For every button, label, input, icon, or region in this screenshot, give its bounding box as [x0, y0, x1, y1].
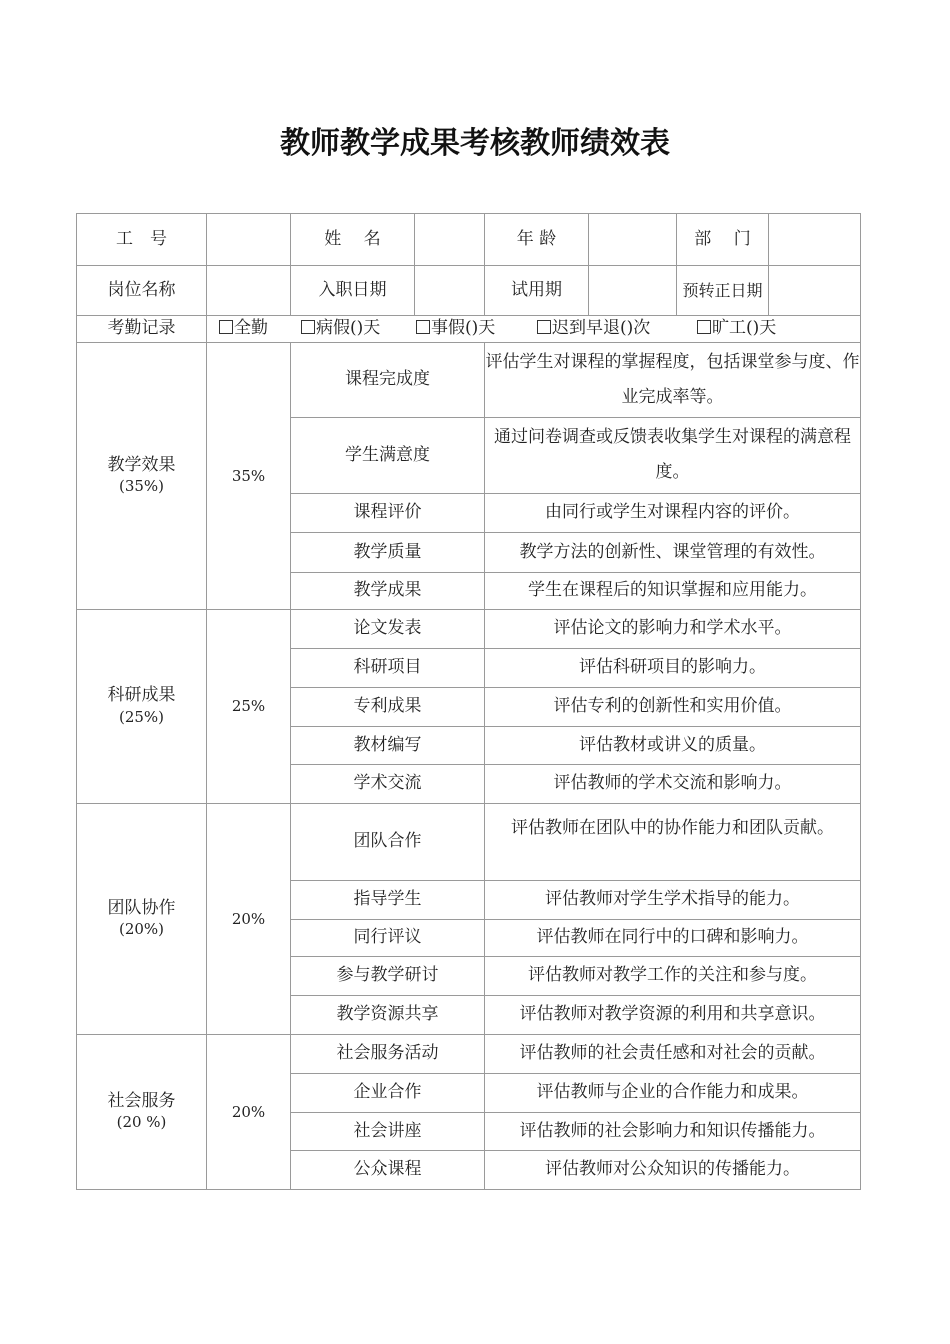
item-name: 公众课程 [291, 1151, 485, 1190]
attendance-option-personal-leave[interactable]: 事假()天 [416, 318, 495, 339]
item-name: 论文发表 [291, 610, 485, 649]
item-description: 评估教师对教学资源的利用和共享意识。 [485, 996, 861, 1035]
employee-id-label: 工 号 [77, 214, 207, 266]
item-description: 由同行或学生对课程内容的评价。 [485, 494, 861, 533]
employee-id-field[interactable] [207, 214, 291, 266]
attendance-option-absent[interactable]: 旷工()天 [697, 318, 776, 339]
item-description: 学生在课程后的知识掌握和应用能力。 [485, 573, 861, 610]
item-description: 评估教师的学术交流和影响力。 [485, 765, 861, 804]
item-description: 评估教师在同行中的口碑和影响力。 [485, 920, 861, 957]
item-description: 评估教师的社会责任感和对社会的贡献。 [485, 1035, 861, 1074]
checkbox-icon[interactable] [416, 320, 430, 334]
department-label: 部 门 [677, 214, 769, 266]
attendance-row [77, 316, 861, 343]
item-name: 教学质量 [291, 533, 485, 573]
regularization-date-field[interactable] [769, 266, 861, 316]
weight-cell: 35% [207, 343, 291, 610]
regularization-date-label: 预转正日期 [677, 266, 769, 316]
checkbox-icon[interactable] [301, 320, 315, 334]
age-label: 年 龄 [485, 214, 589, 266]
header-row-2 [77, 266, 861, 316]
item-name: 课程完成度 [291, 343, 485, 418]
checkbox-icon[interactable] [219, 320, 233, 334]
item-name: 社会讲座 [291, 1113, 485, 1151]
weight-cell: 25% [207, 610, 291, 804]
item-name: 科研项目 [291, 649, 485, 688]
department-field[interactable] [769, 214, 861, 266]
weight-cell: 20% [207, 1035, 291, 1190]
position-label: 岗位名称 [77, 266, 207, 316]
attendance-option-full[interactable]: 全勤 [219, 318, 268, 339]
item-description: 评估论文的影响力和学术水平。 [485, 610, 861, 649]
item-name: 企业合作 [291, 1074, 485, 1113]
item-description: 评估教师在团队中的协作能力和团队贡献。 [485, 804, 861, 881]
item-description: 评估教师对教学工作的关注和参与度。 [485, 957, 861, 996]
performance-table [76, 213, 861, 1190]
attendance-options [207, 316, 861, 343]
position-field[interactable] [207, 266, 291, 316]
table-row [77, 343, 861, 418]
item-description: 评估教师对公众知识的传播能力。 [485, 1151, 861, 1190]
item-name: 教学成果 [291, 573, 485, 610]
name-field[interactable] [415, 214, 485, 266]
item-name: 专利成果 [291, 688, 485, 727]
item-description: 评估专利的创新性和实用价值。 [485, 688, 861, 727]
table-row [77, 610, 861, 649]
item-name: 参与教学研讨 [291, 957, 485, 996]
item-description: 通过问卷调查或反馈表收集学生对课程的满意程度。 [485, 418, 861, 494]
item-name: 教学资源共享 [291, 996, 485, 1035]
item-description: 评估教师对学生学术指导的能力。 [485, 881, 861, 920]
age-field[interactable] [589, 214, 677, 266]
item-name: 团队合作 [291, 804, 485, 881]
hire-date-label: 入职日期 [291, 266, 415, 316]
item-description: 评估教师的社会影响力和知识传播能力。 [485, 1113, 861, 1151]
item-description: 评估教师与企业的合作能力和成果。 [485, 1074, 861, 1113]
weight-cell: 20% [207, 804, 291, 1035]
table-row [77, 804, 861, 881]
probation-field[interactable] [589, 266, 677, 316]
checkbox-icon[interactable] [697, 320, 711, 334]
item-name: 指导学生 [291, 881, 485, 920]
attendance-option-sick-leave[interactable]: 病假()天 [301, 318, 380, 339]
category-research: 科研成果 (25%) [77, 610, 207, 804]
category-teaching-effect: 教学效果 (35%) [77, 343, 207, 610]
item-description: 评估科研项目的影响力。 [485, 649, 861, 688]
checkbox-icon[interactable] [537, 320, 551, 334]
item-name: 社会服务活动 [291, 1035, 485, 1074]
page-title: 教师教学成果考核教师绩效表 [280, 126, 670, 161]
item-description: 评估学生对课程的掌握程度，包括课堂参与度、作业完成率等。 [485, 343, 861, 418]
item-description: 教学方法的创新性、课堂管理的有效性。 [485, 533, 861, 573]
category-teamwork: 团队协作 (20%) [77, 804, 207, 1035]
item-name: 同行评议 [291, 920, 485, 957]
attendance-label: 考勤记录 [77, 316, 207, 343]
item-name: 学术交流 [291, 765, 485, 804]
attendance-option-late[interactable]: 迟到早退()次 [537, 318, 650, 339]
header-row-1 [77, 214, 861, 266]
probation-label: 试用期 [485, 266, 589, 316]
category-social-service: 社会服务 (20 %) [77, 1035, 207, 1190]
hire-date-field[interactable] [415, 266, 485, 316]
item-name: 教材编写 [291, 727, 485, 765]
item-name: 学生满意度 [291, 418, 485, 494]
name-label: 姓 名 [291, 214, 415, 266]
item-name: 课程评价 [291, 494, 485, 533]
table-row [77, 1035, 861, 1074]
item-description: 评估教材或讲义的质量。 [485, 727, 861, 765]
